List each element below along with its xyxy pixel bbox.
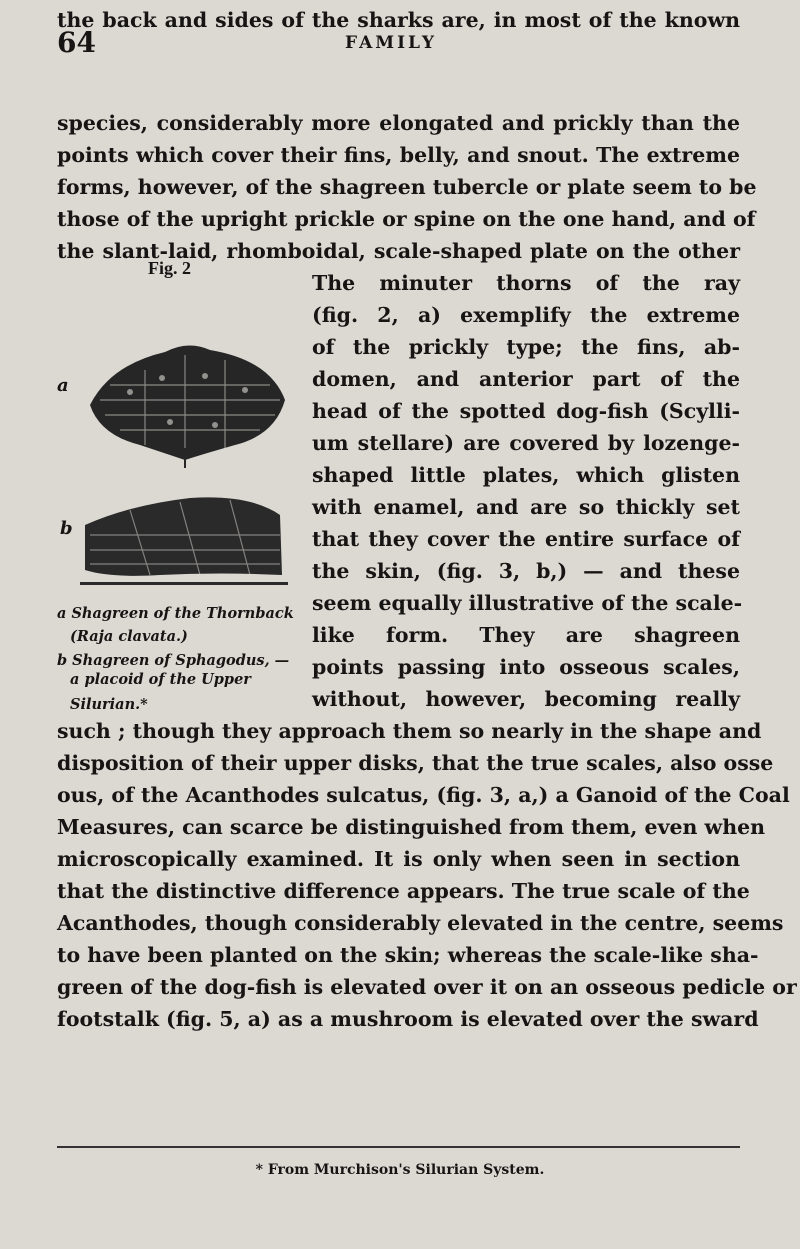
page-number: 64 xyxy=(57,26,96,59)
text-line: points which cover their fins, belly, and snout. The extreme xyxy=(57,143,740,167)
figure-label: Fig. 2 xyxy=(148,258,191,278)
figure-illustration-b xyxy=(70,480,300,600)
figure-caption-line: (Raja clavata.) xyxy=(70,628,188,645)
figure-caption-line: a placoid of the Upper xyxy=(70,671,251,688)
text-line: seem equally illustrative of the scale- xyxy=(312,591,743,615)
text-line: the back and sides of the sharks are, in most of the known xyxy=(57,8,740,32)
text-line: that the distinctive difference appears. The true scale of the xyxy=(57,879,750,903)
text-line: such ; though they approach them so nearly in the shape and xyxy=(57,719,762,743)
text-line: the slant-laid, rhomboidal, scale-shaped plate on the other xyxy=(57,239,740,263)
text-line: Acanthodes, though considerably elevated in the centre, seems xyxy=(57,911,784,935)
text-line: like form. They are shagreen xyxy=(312,623,740,647)
text-line: domen, and anterior part of the xyxy=(312,367,740,391)
text-line: green of the dog-fish is elevated over it on an osseous pedicle or xyxy=(57,975,797,999)
text-line: (fig. 2, a) exemplify the extreme xyxy=(312,303,740,327)
text-line: points passing into osseous scales, xyxy=(312,655,740,679)
text-line: footstalk (fig. 5, a) as a mushroom is elevated over the sward xyxy=(57,1007,759,1031)
figure-caption-line: a Shagreen of the Thornback xyxy=(57,605,294,622)
text-line: The minuter thorns of the ray xyxy=(312,271,740,295)
figure-illustration-a xyxy=(70,330,300,470)
text-line: head of the spotted dog-fish (Scylli- xyxy=(312,399,740,423)
text-line: those of the upright prickle or spine on the one hand, and of xyxy=(57,207,756,231)
footnote: * From Murchison's Silurian System. xyxy=(255,1162,545,1178)
text-line: shaped little plates, which glisten xyxy=(312,463,740,487)
text-line: without, however, becoming really xyxy=(312,687,740,711)
text-line: the skin, (fig. 3, b,) — and these xyxy=(312,559,740,583)
figure-caption-line: b Shagreen of Sphagodus, — xyxy=(57,652,290,669)
figure-letter-b: b xyxy=(60,518,73,539)
text-line: ous, of the Acanthodes sulcatus, (fig. 3, a,) a Ganoid of the Coal xyxy=(57,783,790,807)
text-line: um stellare) are covered by lozenge- xyxy=(312,431,740,455)
figure-letter-a: a xyxy=(57,375,69,396)
footnote-rule xyxy=(57,1146,740,1148)
text-line: to have been planted on the skin; whereas the scale-like sha- xyxy=(57,943,759,967)
text-line: species, considerably more elongated and prickly than the xyxy=(57,111,740,135)
text-line: of the prickly type; the fins, ab- xyxy=(312,335,740,359)
text-line: forms, however, of the shagreen tubercle or plate seem to be xyxy=(57,175,757,199)
text-line: microscopically examined. It is only when seen in section xyxy=(57,847,740,871)
figure-caption-line: Silurian.* xyxy=(70,696,148,713)
text-line: disposition of their upper disks, that the true scales, also osse xyxy=(57,751,774,775)
running-title: FAMILY xyxy=(345,33,438,53)
text-line: that they cover the entire surface of xyxy=(312,527,740,551)
text-line: with enamel, and are so thickly set xyxy=(312,495,740,519)
text-line: Measures, can scarce be distinguished from them, even when xyxy=(57,815,766,839)
